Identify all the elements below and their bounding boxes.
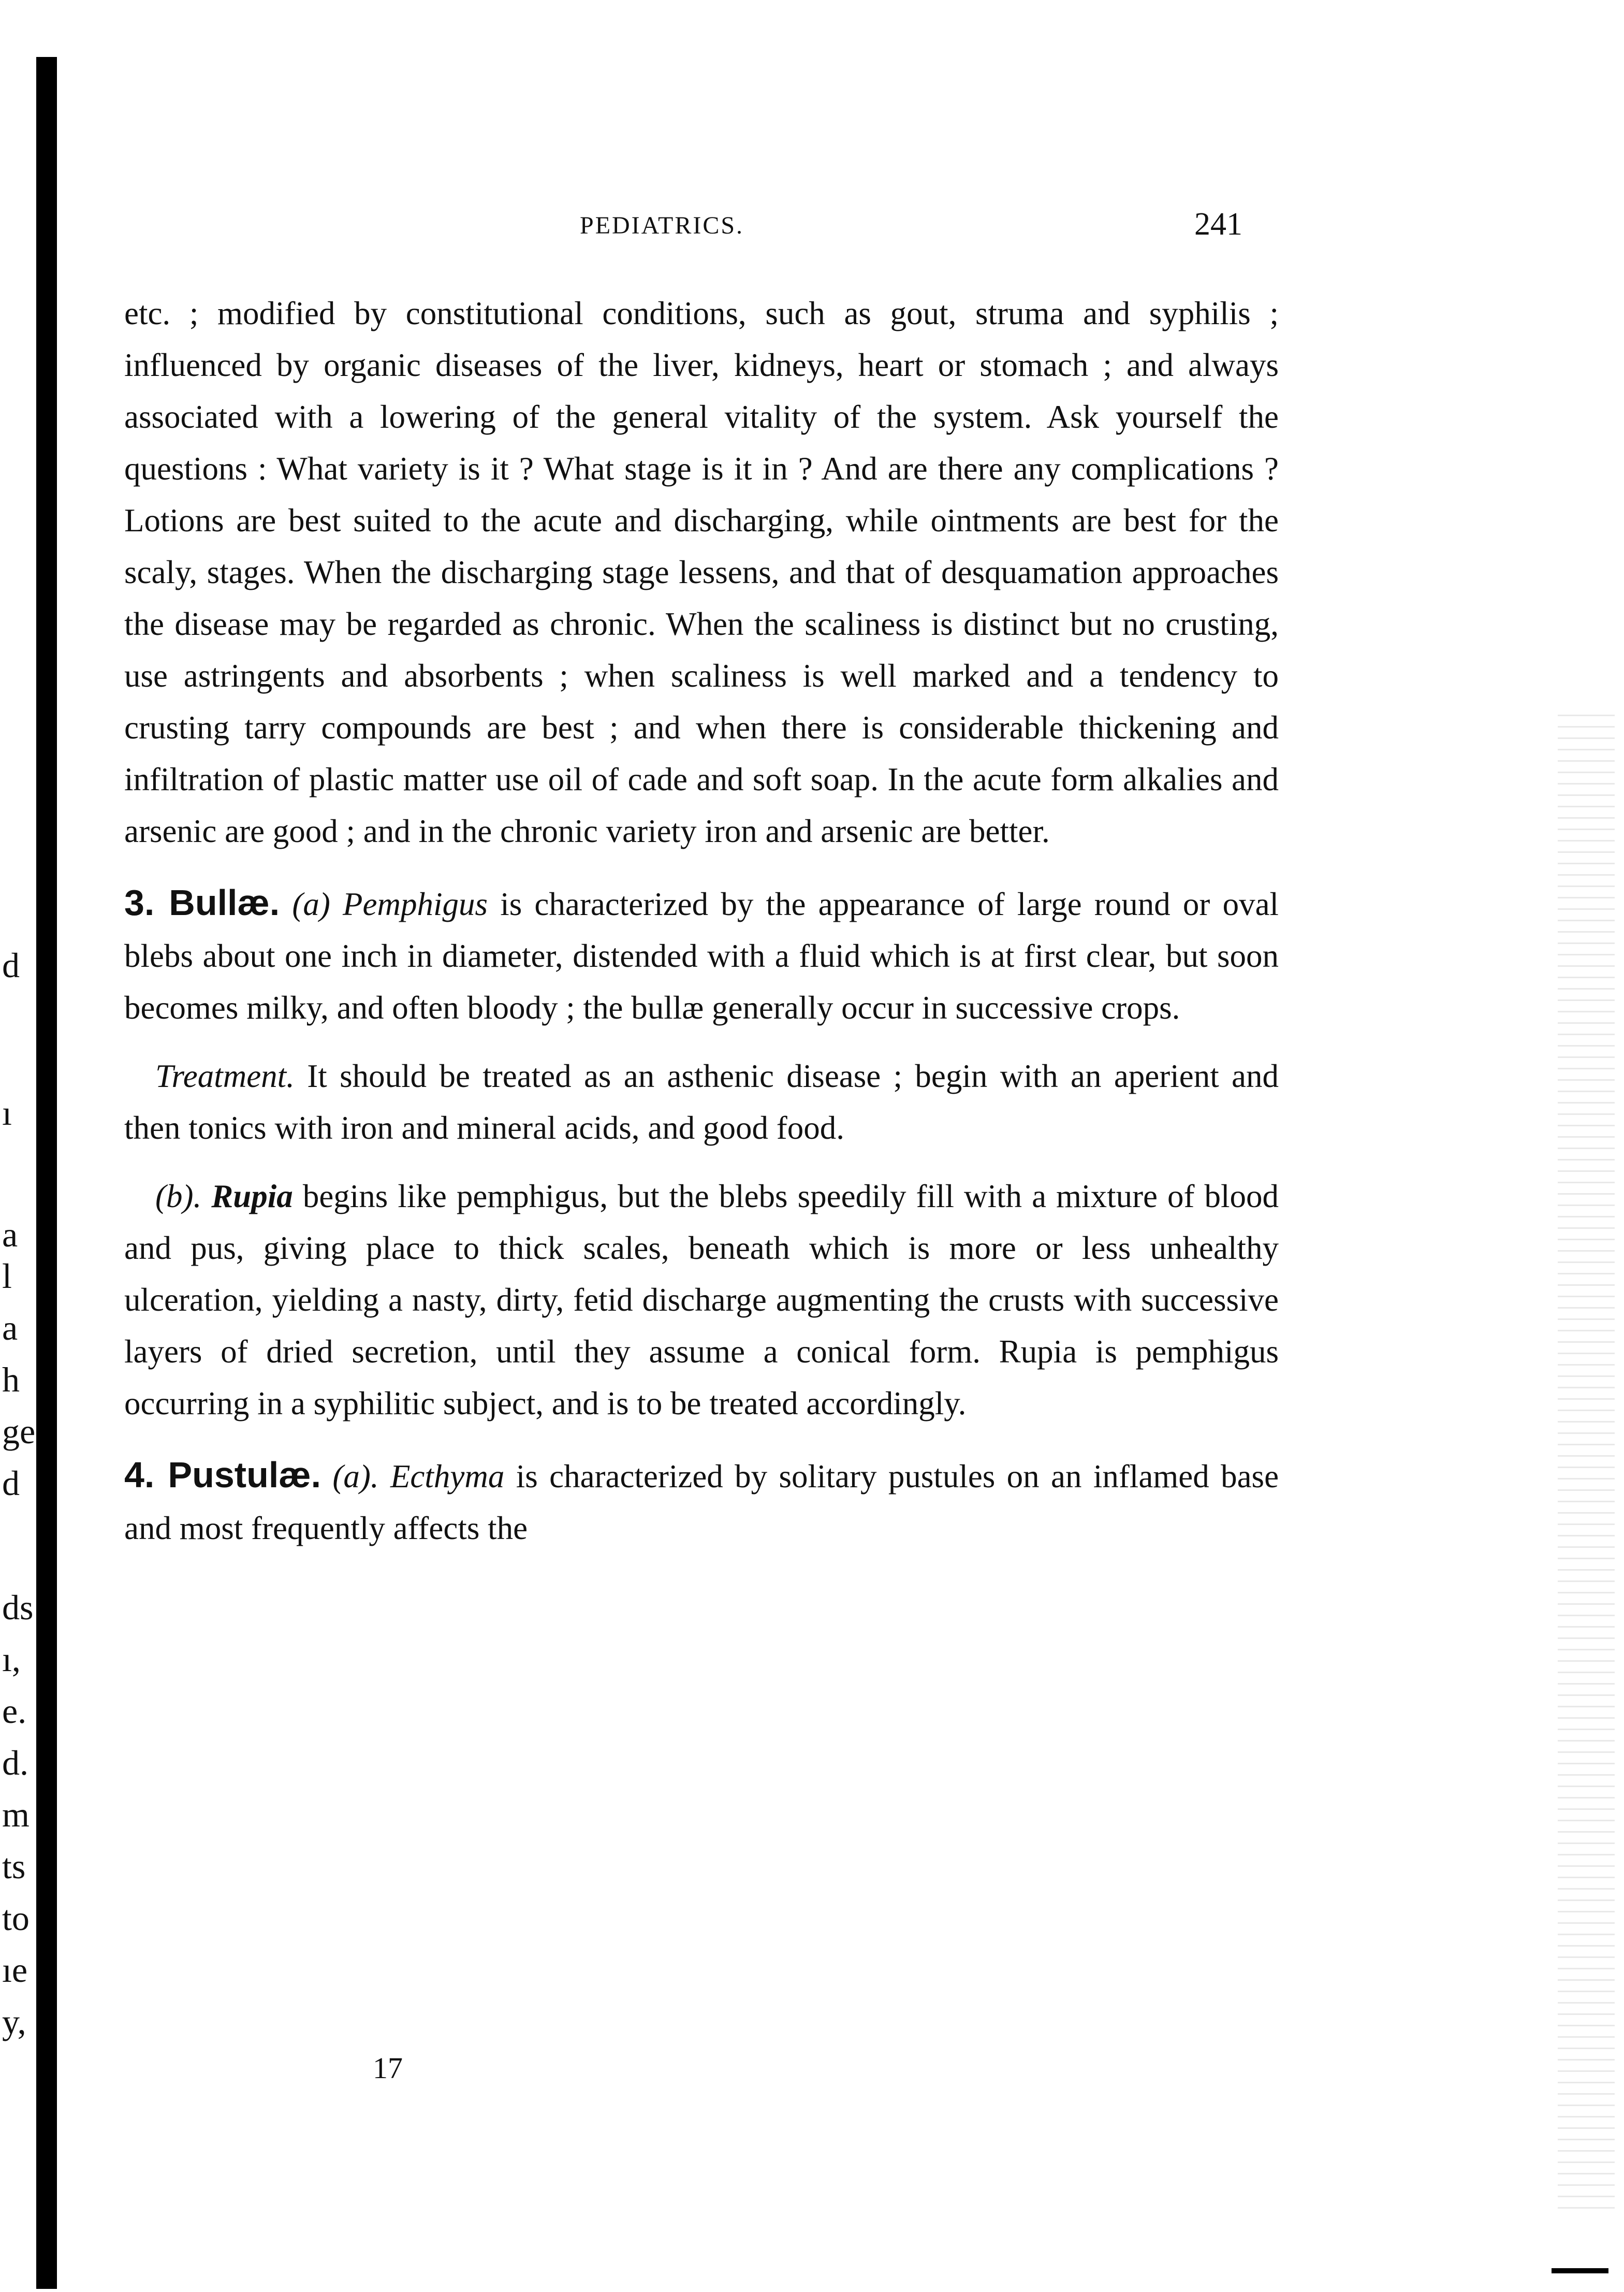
bleed-char: ge (2, 1412, 36, 1451)
bleed-char: l (2, 1256, 12, 1296)
scan-noise (1558, 715, 1615, 2216)
section-heading-bullae: 3. Bullæ. (124, 882, 280, 923)
bleed-char: ı, (2, 1640, 21, 1679)
bleed-char: a (2, 1308, 18, 1347)
bleed-char: ds (2, 1588, 34, 1627)
page-number: 241 (1194, 207, 1242, 242)
bleed-char: to (2, 1898, 30, 1938)
paragraph-eczema-treatment: etc. ; modified by constitutional conditions, such as gout, struma and syphilis ; influenced by organic diseases of the liver, kidneys, heart or stomach ; and always associated with a lowering of the general vitality of the system. Ask yourself the questions : What variety is it ? What stage is it in ? And are there any complications ? Lotions are best suited to the acute and discharging, while ointments are best for the scaly, stages. When the discharging stage lessens, and that of desquamation approaches the disease may be regarded as chronic. When the scaliness is distinct but no crusting, use astringents and absorbents ; when scaliness is well marked and a tendency to crusting tarry compounds are best ; and when there is considerable thickening and infiltration of plastic matter use oil of cade and soft soap. In the acute form alkalies and arsenic are good ; and in the chronic variety iron and arsenic are better. (124, 295, 1279, 849)
bleed-char: d. (2, 1743, 28, 1782)
page-header (580, 207, 1253, 253)
section-pustulae (124, 1449, 1279, 1554)
bleed-char: m (2, 1795, 30, 1834)
bleed-char: h (2, 1360, 20, 1399)
bleed-char: e. (2, 1691, 27, 1731)
bleed-char: a (2, 1215, 18, 1254)
subsection-label: (a) (292, 886, 330, 922)
paragraph-text: is characterized by solitary pustules on an inflamed base and most frequently affects the (124, 1458, 1279, 1546)
body-text (124, 287, 1279, 1554)
bleed-char: ı (2, 1093, 12, 1133)
paragraph-text: is characterized by the appearance of large round or oval blebs about one inch in diameter, distended with a fluid which is at first clear, but soon becomes milky, and often bloody ; the bullæ generally occur in successive crops. (124, 886, 1279, 1026)
term-rupia: Rupia (211, 1178, 293, 1214)
bleed-char: ıe (2, 1950, 28, 1990)
section-bullae (124, 877, 1279, 1034)
subsection-label: (b). (155, 1178, 202, 1214)
bleed-char: d (2, 1463, 20, 1503)
scan-edge-mark (1552, 2268, 1608, 2273)
subsection-label: (a). (332, 1458, 379, 1495)
running-title: PEDIATRICS. (580, 212, 744, 239)
paragraph-treatment (124, 1050, 1279, 1154)
paragraph-text: It should be treated as an asthenic disease ; begin with an aperient and then tonics with iron and mineral acids, and good food. (124, 1058, 1279, 1146)
signature-mark: 17 (373, 2051, 403, 2085)
bleed-char: ts (2, 1847, 26, 1886)
binding-edge (36, 57, 57, 2289)
paragraph-rupia (124, 1170, 1279, 1429)
term-ecthyma: Ecthyma (390, 1458, 505, 1495)
paragraph-text: begins like pemphigus, but the blebs speedily fill with a mixture of blood and pus, giving place to thick scales, beneath which is more or less unhealthy ulceration, yielding a nasty, dirty, fetid discharge augmenting the crusts with successive layers of dried secretion, until they assume a conical form. Rupia is pemphigus occurring in a syphilitic subject, and is to be treated accordingly. (124, 1178, 1279, 1421)
bleed-char: y, (2, 2002, 26, 2041)
section-heading-pustulae: 4. Pustulæ. (124, 1455, 321, 1495)
left-margin-bleed (0, 0, 34, 2292)
treatment-label: Treatment. (155, 1058, 295, 1094)
bleed-char: d (2, 946, 20, 985)
term-pemphigus: Pemphigus (343, 886, 488, 922)
